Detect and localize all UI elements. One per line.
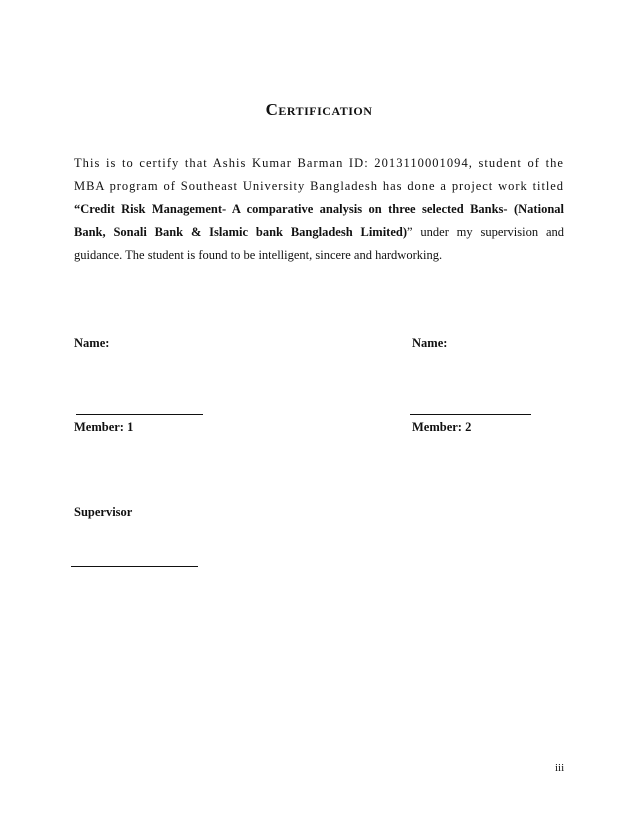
paragraph-line-2: MBA program of Southeast University Bangladesh has done a project work titled (74, 179, 564, 193)
member2-role-label: Member: 2 (412, 420, 472, 434)
paragraph-line-3: “Credit Risk Management- A comparative analysis on three selected Banks- (National (74, 202, 564, 216)
page-title: Certification (265, 100, 373, 119)
member1-role-label: Member: 1 (74, 420, 134, 434)
member1-signature-line (76, 414, 203, 415)
paragraph-line-5: guidance. The student is found to be intelligent, sincere and hardworking. (74, 248, 443, 262)
page-number: iii (555, 762, 565, 774)
paragraph-line-4 (74, 221, 564, 244)
paragraph-line-4-bold: Bank, Sonali Bank & Islamic bank Bangladesh Limited) (74, 225, 408, 239)
supervisor-signature-line (71, 566, 198, 567)
member2-name-label: Name: (412, 336, 448, 350)
supervisor-label: Supervisor (74, 505, 133, 519)
member2-signature-line (410, 414, 531, 415)
paragraph-line-4-rest: ” under my supervision and (407, 225, 564, 239)
certification-paragraph (74, 152, 564, 267)
paragraph-line-1: This is to certify that Ashis Kumar Barman ID: 2013110001094, student of the (74, 156, 564, 170)
member1-name-label: Name: (74, 336, 110, 350)
